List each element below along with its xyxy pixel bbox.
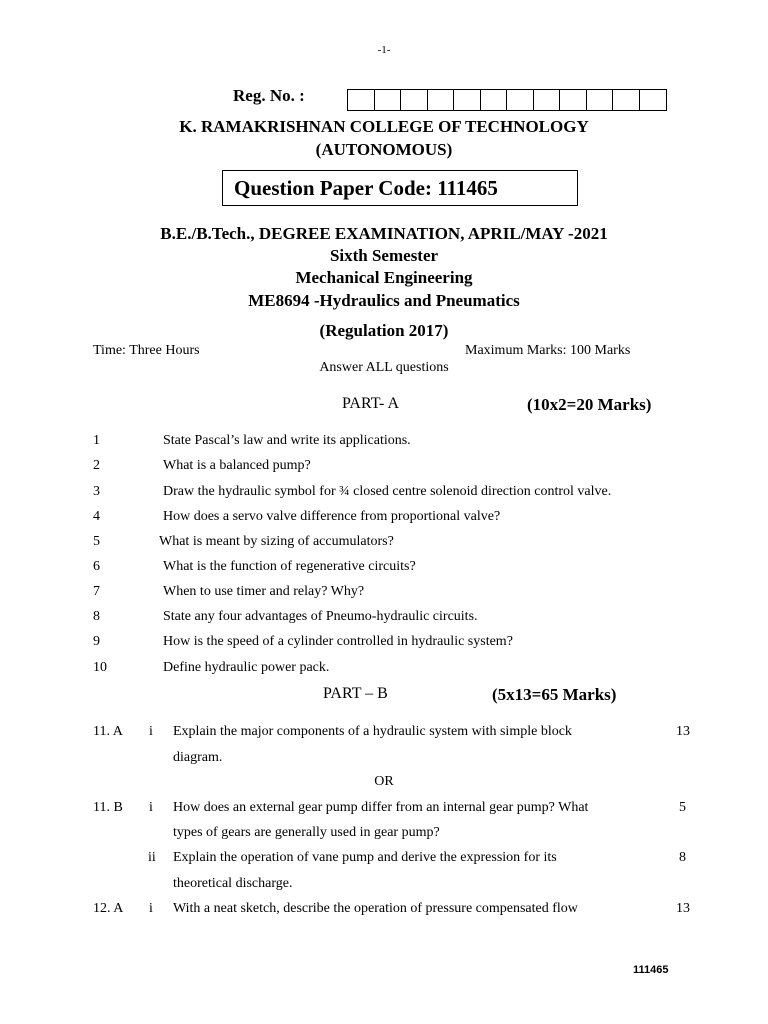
question-number: 10	[93, 660, 107, 675]
question-marks: 13	[676, 901, 690, 916]
question-text: State Pascal’s law and write its applications.	[163, 433, 411, 448]
question-text: When to use timer and relay? Why?	[163, 584, 365, 599]
college-name: K. RAMAKRISHNAN COLLEGE OF TECHNOLOGY	[179, 117, 589, 136]
sub-question-number: ii	[148, 850, 156, 865]
question-text: Explain the operation of vane pump and derive the expression for its	[173, 850, 557, 865]
question-text: Define hydraulic power pack.	[163, 660, 330, 675]
sub-question-number: i	[149, 901, 153, 916]
question-text: What is the function of regenerative circuits?	[163, 559, 416, 574]
course-title: ME8694 -Hydraulics and Pneumatics	[248, 291, 520, 310]
reg-no-digit-box	[454, 90, 481, 110]
question-text: How does an external gear pump differ from an internal gear pump? What	[173, 800, 589, 815]
question-text: theoretical discharge.	[173, 876, 293, 891]
reg-no-digit-box	[507, 90, 534, 110]
reg-no-digit-box	[348, 90, 375, 110]
reg-no-digit-box	[534, 90, 561, 110]
time-label: Time: Three Hours	[93, 343, 200, 358]
part-b-marks: (5x13=65 Marks)	[492, 685, 617, 704]
question-text: What is a balanced pump?	[163, 458, 311, 473]
question-number: 1	[93, 433, 100, 448]
question-number: 2	[93, 458, 100, 473]
question-number: 8	[93, 609, 100, 624]
question-marks: 8	[679, 850, 686, 865]
reg-no-digit-box	[375, 90, 402, 110]
reg-no-label: Reg. No. :	[233, 86, 305, 105]
sub-question-number: i	[149, 724, 153, 739]
part-a-marks: (10x2=20 Marks)	[527, 395, 652, 414]
question-text: What is meant by sizing of accumulators?	[159, 534, 394, 549]
reg-no-boxes	[347, 89, 667, 111]
question-paper-code: Question Paper Code: 111465	[234, 176, 498, 200]
question-text: Explain the major components of a hydraulic system with simple block	[173, 724, 572, 739]
question-text: types of gears are generally used in gear pump?	[173, 825, 440, 840]
reg-no-digit-box	[640, 90, 667, 110]
page-number: -1-	[377, 44, 391, 56]
question-number: 4	[93, 509, 100, 524]
reg-no-digit-box	[481, 90, 508, 110]
question-marks: 13	[676, 724, 690, 739]
or-separator: OR	[374, 774, 394, 789]
part-a-title: PART- A	[342, 395, 399, 412]
footer-paper-code: 111465	[633, 964, 669, 976]
exam-title: B.E./B.Tech., DEGREE EXAMINATION, APRIL/MAY -2021	[160, 224, 608, 243]
autonomous-label: (AUTONOMOUS)	[315, 140, 453, 159]
semester: Sixth Semester	[329, 246, 439, 265]
question-text: diagram.	[173, 750, 223, 765]
reg-no-digit-box	[560, 90, 587, 110]
question-text: With a neat sketch, describe the operation of pressure compensated flow	[173, 901, 578, 916]
question-number: 11. B	[93, 800, 123, 815]
sub-question-number: i	[149, 800, 153, 815]
reg-no-digit-box	[613, 90, 640, 110]
reg-no-digit-box	[401, 90, 428, 110]
question-number: 7	[93, 584, 100, 599]
part-b-title: PART – B	[323, 685, 388, 702]
reg-no-digit-box	[428, 90, 455, 110]
question-text: State any four advantages of Pneumo-hydraulic circuits.	[163, 609, 478, 624]
department: Mechanical Engineering	[295, 268, 473, 287]
reg-no-digit-box	[587, 90, 614, 110]
max-marks-label: Maximum Marks: 100 Marks	[465, 343, 631, 358]
question-number: 3	[93, 484, 100, 499]
question-text: How is the speed of a cylinder controlled in hydraulic system?	[163, 634, 513, 649]
regulation: (Regulation 2017)	[319, 321, 449, 340]
question-text: Draw the hydraulic symbol for ¾ closed centre solenoid direction control valve.	[163, 484, 612, 499]
question-number: 12. A	[93, 901, 124, 916]
instructions: Answer ALL questions	[319, 360, 449, 375]
question-number: 9	[93, 634, 100, 649]
question-number: 5	[93, 534, 100, 549]
question-marks: 5	[679, 800, 686, 815]
question-text: How does a servo valve difference from proportional valve?	[163, 509, 501, 524]
question-number: 6	[93, 559, 100, 574]
question-number: 11. A	[93, 724, 123, 739]
question-paper-code-box	[222, 170, 578, 206]
